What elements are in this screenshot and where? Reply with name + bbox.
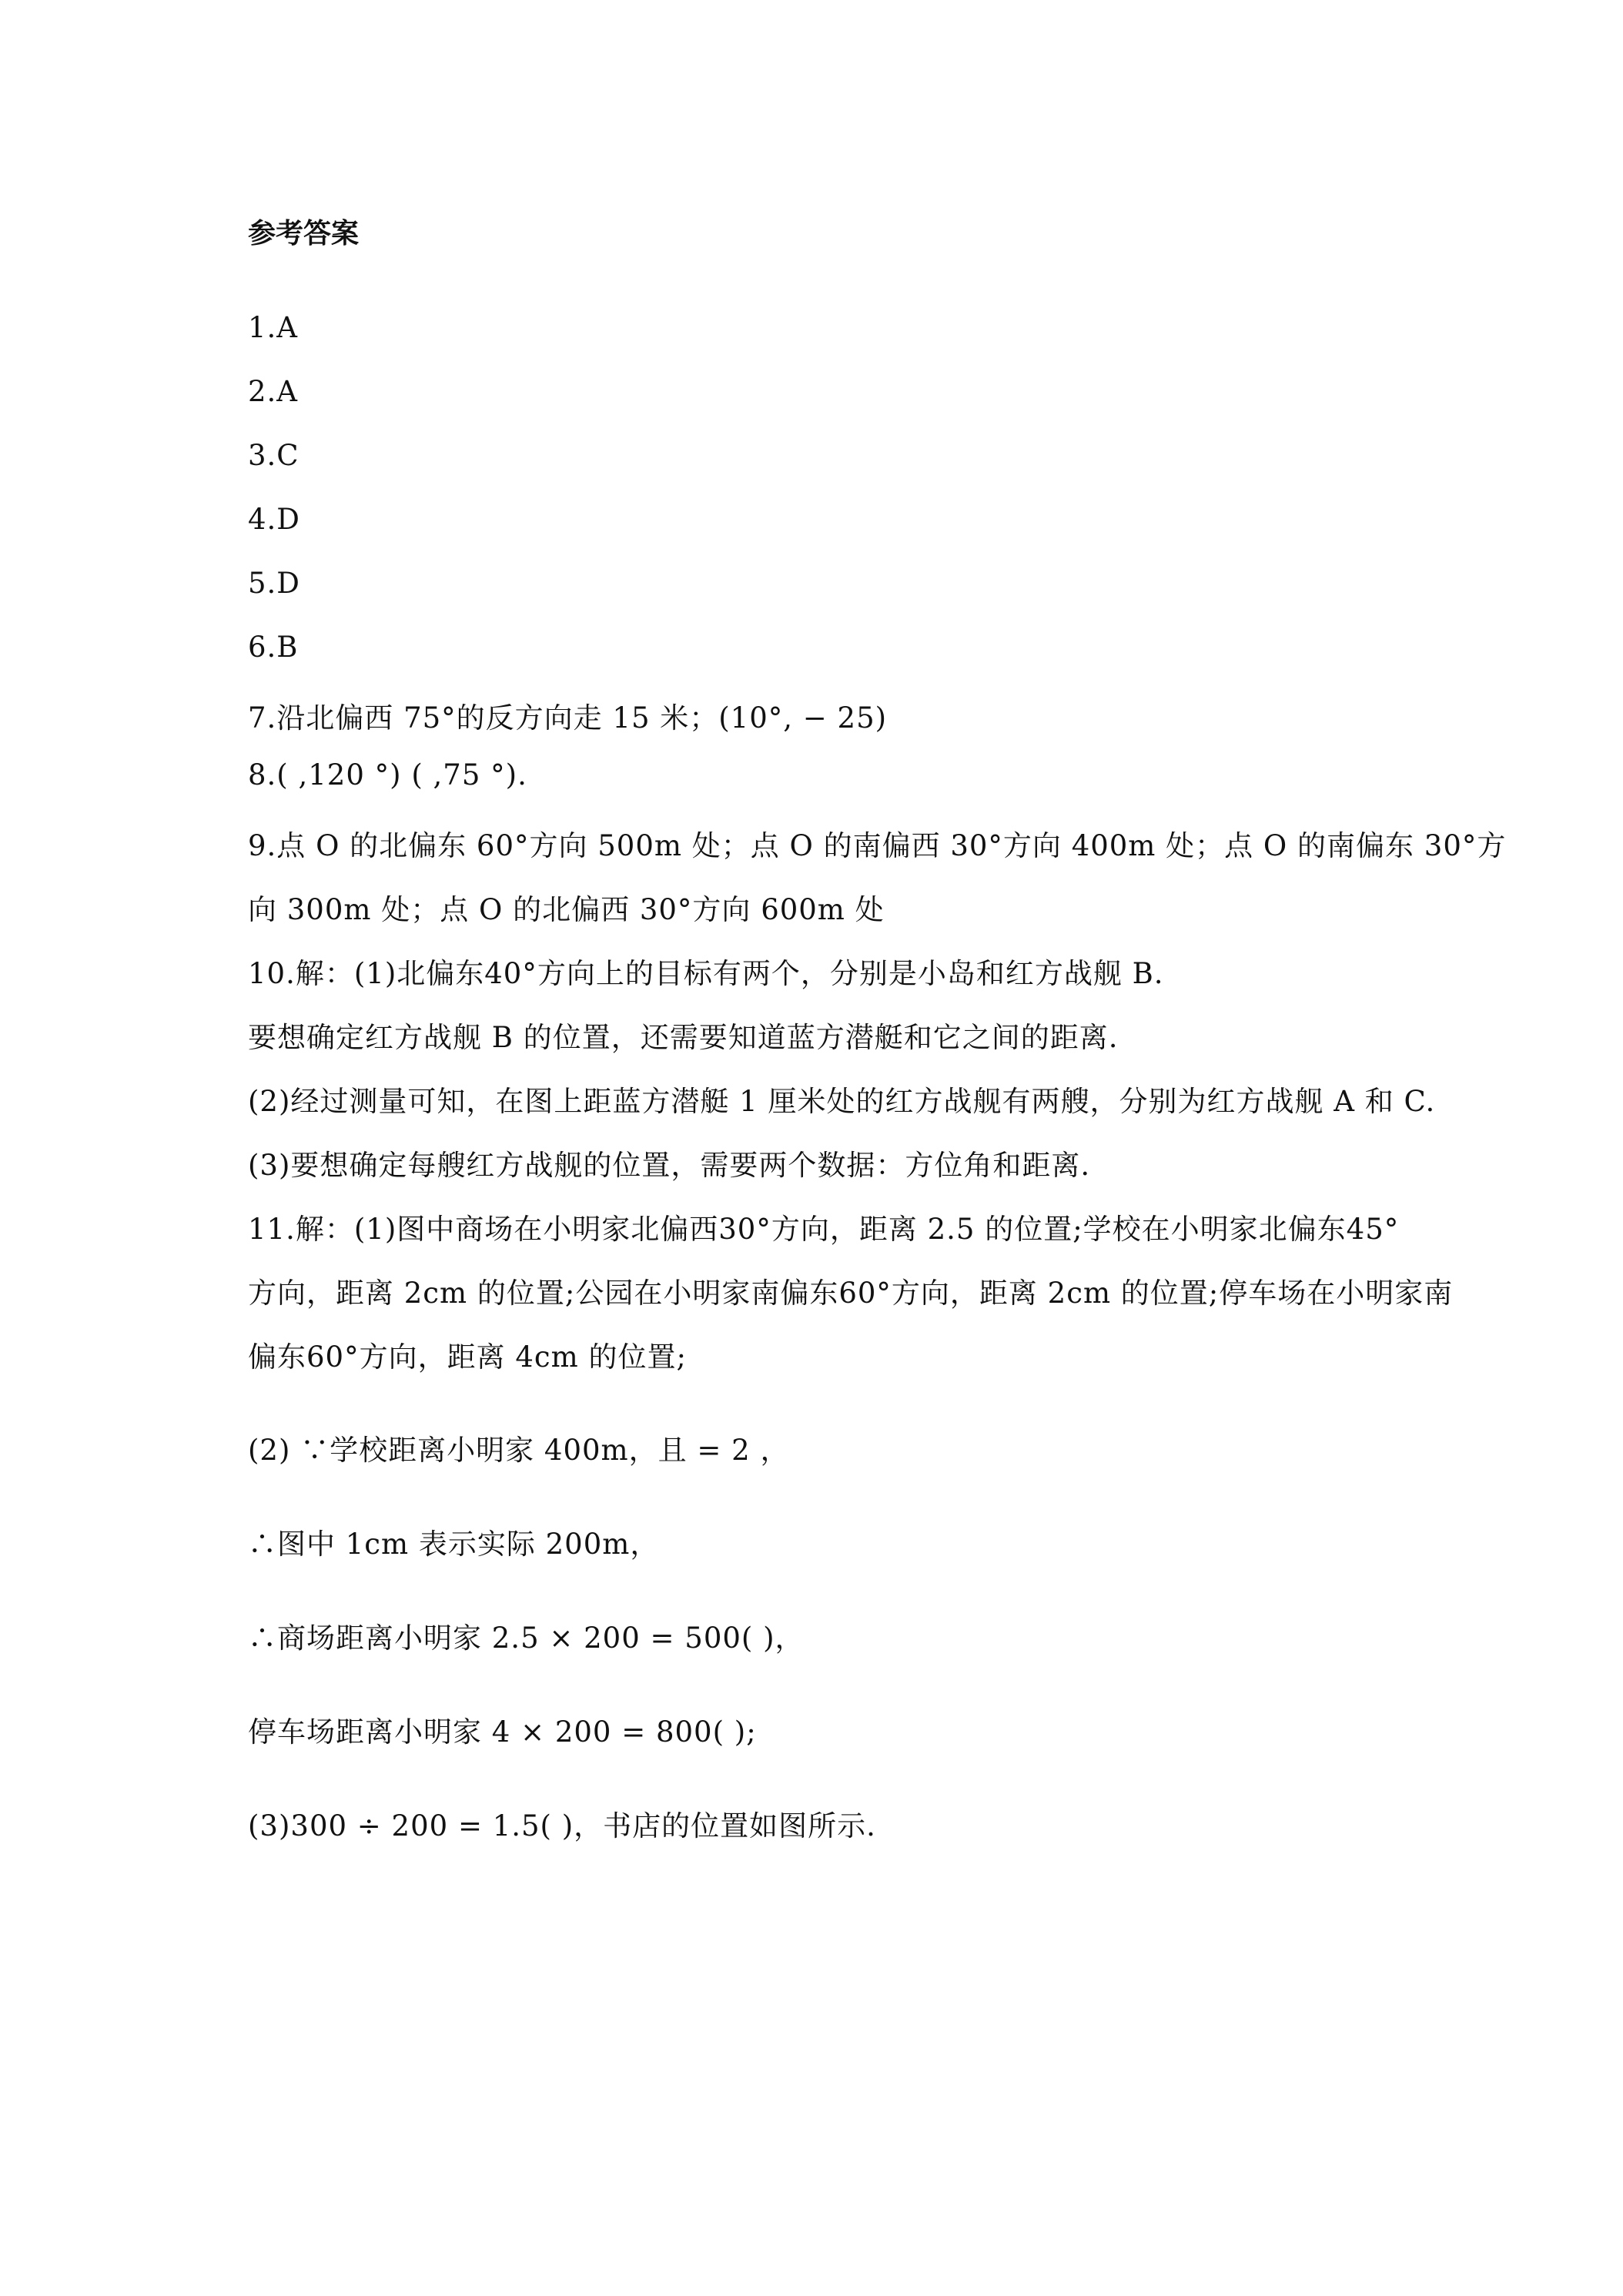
answer-line-6: 6.B [248,631,299,664]
answer-line-2: 2.A [248,375,299,408]
answer-line-5: 5.D [248,567,300,600]
answer-line-11f: ∴商场距离小明家 2.5 × 200 = 500( )， [248,1622,805,1655]
answer-line-11e: ∴图中 1cm 表示实际 200m， [248,1528,660,1561]
answer-line-3: 3.C [248,439,300,472]
answer-line-4: 4.D [248,503,300,536]
answer-line-10c: (2)经过测量可知，在图上距蓝方潜艇 1 厘米处的红方战舰有两艘，分别为红方战舰 A 和 C. [248,1085,1436,1118]
answer-line-11h: (3)300 ÷ 200 = 1.5( )，书店的位置如图所示. [248,1809,876,1842]
answer-line-7: 7.沿北偏西 75°的反方向走 15 米；(10°, − 25) [248,701,888,735]
answer-line-1: 1.A [248,311,299,344]
answer-line-11a: 11.解：(1)图中商场在小明家北偏西30°方向，距离 2.5 的位置;学校在小明家北偏东45° [248,1213,1400,1246]
answer-line-10a: 10.解：(1)北偏东40°方向上的目标有两个，分别是小岛和红方战舰 B. [248,957,1164,990]
answer-line-11b: 方向，距离 2cm 的位置;公园在小明家南偏东60°方向，距离 2cm 的位置;停车场在小明家南 [248,1277,1454,1310]
answer-line-8: 8.( ,120 °) ( ,75 °). [248,758,527,792]
answer-line-11d: (2) ∵学校距离小明家 400m，且 = 2 ， [248,1434,790,1467]
answer-line-11c: 偏东60°方向，距离 4cm 的位置; [248,1340,687,1374]
answer-line-9b: 向 300m 处；点 O 的北偏西 30°方向 600m 处 [248,893,885,926]
answer-line-9a: 9.点 O 的北偏东 60°方向 500m 处；点 O 的南偏西 30°方向 400m 处；点 O 的南偏东 30°方 [248,829,1507,862]
answer-line-10d: (3)要想确定每艘红方战舰的位置，需要两个数据：方位角和距离. [248,1149,1091,1182]
answer-line-10b: 要想确定红方战舰 B 的位置，还需要知道蓝方潜艇和它之间的距离. [248,1021,1119,1054]
page-title: 参考答案 [248,217,360,249]
answer-line-11g: 停车场距离小明家 4 × 200 = 800( ); [248,1715,757,1749]
